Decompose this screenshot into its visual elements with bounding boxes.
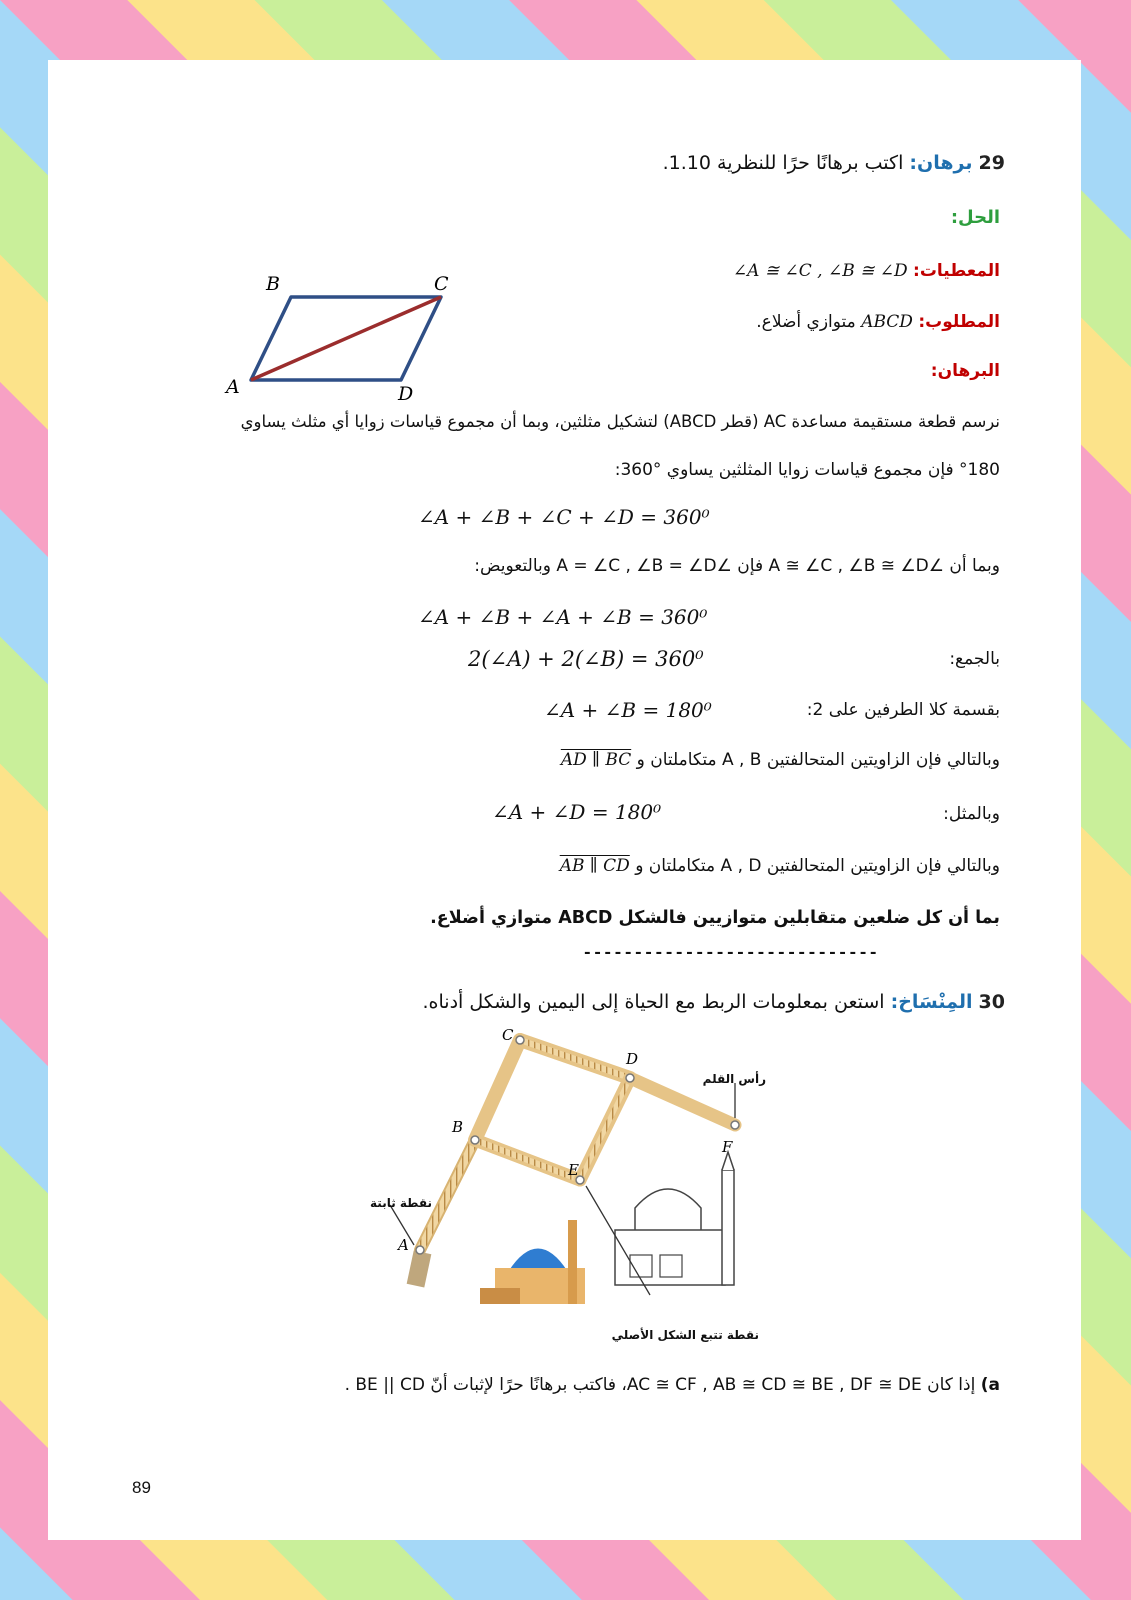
equation-3: 2(∠A) + 2(∠B) = 360⁰	[468, 647, 704, 671]
given-label: المعطيات:	[913, 261, 1000, 281]
q30-header	[423, 991, 1005, 1013]
given-row	[733, 261, 1000, 281]
label-a: A	[226, 376, 240, 398]
point-d: D	[626, 1050, 639, 1068]
q30-number: 30	[978, 991, 1005, 1013]
point-e: E	[568, 1161, 579, 1179]
diagonal-ac	[251, 297, 441, 380]
point-c: C	[502, 1026, 514, 1044]
proof-line-3: وبما أن ∠A ≅ ∠C , ∠B ≅ ∠D فإن ∠A = ∠C , ∠B = ∠D وبالتعويض:	[474, 556, 1000, 576]
part-a	[345, 1375, 1000, 1395]
point-b: B	[452, 1118, 464, 1136]
given-math: ∠A ≅ ∠C , ∠B ≅ ∠D	[732, 261, 908, 281]
equation-2: ∠A + ∠B + ∠A + ∠B = 360⁰	[418, 605, 708, 629]
proof-line-1: نرسم قطعة مستقيمة مساعدة AC (قطر ABCD) لتشكيل مثلثين، وبما أن مجموع قياسات زوايا أي مثلث يساوي	[240, 412, 1000, 431]
separator-line: - - - - - - - - - - - - - - - - - - - - - - - - - - - - -	[584, 942, 876, 961]
equation-5: ∠A + ∠D = 180⁰	[492, 800, 662, 824]
conclusion-1	[561, 750, 1000, 770]
part-a-letter: a)	[980, 1375, 1000, 1395]
proof-line-2: °180 فإن مجموع قياسات زوايا المثلثين يساوي °360:	[614, 460, 1000, 480]
callout-pen: رأس القلم	[702, 1072, 766, 1086]
q30-prompt: استعن بمعلومات الربط مع الحياة إلى اليمين والشكل أدناه.	[422, 991, 885, 1013]
conclusion-2-math: AB ∥ CD	[559, 856, 630, 876]
equation-1: ∠A + ∠B + ∠C + ∠D = 360⁰	[418, 505, 710, 529]
q29-header	[663, 152, 1005, 174]
parallelogram-figure	[220, 270, 470, 405]
required-label: المطلوب:	[918, 312, 1000, 332]
q29-number: 29	[978, 152, 1005, 174]
required-row	[756, 312, 1000, 332]
final-statement: بما أن كل ضلعين متقابلين متوازيين فالشكل ABCD متوازي أضلاع.	[430, 908, 1000, 928]
point-a: A	[398, 1236, 409, 1254]
q29-label: برهان:	[909, 152, 973, 174]
q30-label: المِنْسَاخ:	[890, 991, 973, 1013]
sum-label: بالجمع:	[949, 649, 1000, 669]
part-a-text: إذا كان AC ≅ CF , AB ≅ CD ≅ BE , DF ≅ DE، فاكتب برهانًا حرًا لإثبات أنّ BE || CD .	[344, 1375, 976, 1395]
equation-4: ∠A + ∠B = 180⁰	[544, 698, 712, 722]
conclusion-1-text: وبالتالي فإن الزاويتين المتحالفتين A , B متكاملتان و	[636, 750, 1000, 770]
required-text: متوازي أضلاع.	[756, 312, 856, 332]
page-number: 89	[132, 1478, 151, 1497]
label-d: D	[398, 383, 414, 405]
proof-label: البرهان:	[930, 361, 1000, 381]
conclusion-1-math: AD ∥ BC	[560, 750, 632, 770]
divide-label: بقسمة كلا الطرفين على 2:	[806, 700, 1000, 720]
label-b: B	[266, 273, 280, 295]
point-f: F	[722, 1138, 733, 1156]
conclusion-2	[560, 856, 1000, 876]
required-math: ABCD	[861, 312, 913, 332]
mosque-colored-icon	[480, 1220, 585, 1304]
similarly-label: وبالمثل:	[943, 804, 1000, 824]
label-c: C	[434, 273, 449, 295]
q29-prompt: اكتب برهانًا حرًا للنظرية 1.10.	[662, 152, 904, 174]
callout-trace: نقطة تتبع الشكل الأصلي	[611, 1328, 759, 1342]
callout-fixed: نقطة ثابتة	[370, 1196, 432, 1210]
solution-label: الحل:	[950, 207, 1000, 228]
conclusion-2-text: وبالتالي فإن الزاويتين المتحالفتين A , D متكاملتان و	[635, 856, 1000, 876]
